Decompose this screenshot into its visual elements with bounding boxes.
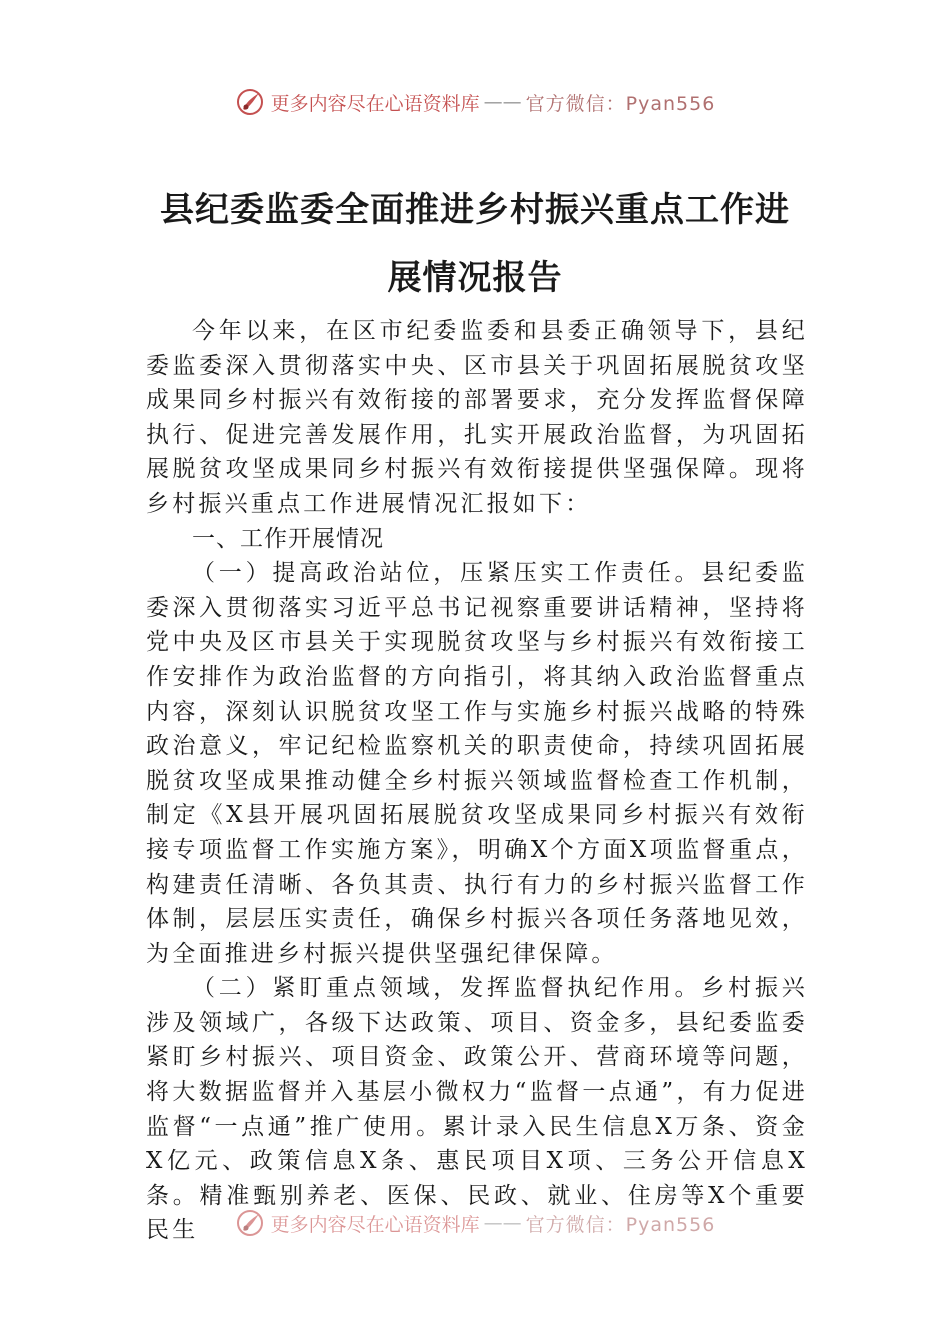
intro-paragraph: 今年以来，在区市纪委监委和县委正确领导下，县纪委监委深入贯彻落实中央、区市县关于巩固拓展脱贫攻坚成果同乡村振兴有效衔接的部署要求，充分发挥监督保障执行、促进完善发展作用，扎实开展政治监督，为巩固拓展脱贫攻坚成果同乡村振兴有效衔接提供坚强保障。现将乡村振兴重点工作进展情况汇报如下：: [146, 318, 808, 517]
watermark-header: [0, 82, 950, 122]
paragraph-1: （一）提高政治站位，压紧压实工作责任。县纪委监委深入贯彻落实习近平总书记视察重要讲话精神，坚持将党中央及区市县关于实现脱贫攻坚与乡村振兴有效衔接工作安排作为政治监督的方向指引，将其纳入政治监督重点内容，深刻认识脱贫攻坚工作与实施乡村振兴战略的特殊政治意义，牢记纪检监察机关的职责使命，持续巩固拓展脱贫攻坚成果推动健全乡村振兴领域监督检查工作机制，制定《X县开展巩固拓展脱贫攻坚成果同乡村振兴有效衔接专项监督工作实施方案》，明确X个方面X项监督重点，构建责任清晰、各负其责、执行有力的乡村振兴监督工作体制，层层压实责任，确保乡村振兴各项任务落地见效，为全面推进乡村振兴提供坚强纪律保障。: [146, 560, 808, 967]
watermark-sep: ——: [483, 1212, 522, 1234]
section-heading-1: 一、工作开展情况: [192, 525, 384, 552]
watermark-footer: [0, 1206, 950, 1240]
watermark-sep: ——: [483, 91, 522, 113]
brush-logo-icon: [235, 1208, 265, 1238]
doc-title-line2: 展情况报告: [387, 258, 563, 298]
doc-body: [146, 314, 808, 1248]
watermark-tail: 官方微信：Pyan556: [525, 1213, 716, 1236]
doc-title-line1: 县纪委监委全面推进乡村振兴重点工作进: [160, 190, 790, 230]
watermark-tail: 官方微信：Pyan556: [525, 92, 716, 115]
watermark-main: 更多内容尽在心语资料库: [270, 1213, 480, 1236]
watermark-main: 更多内容尽在心语资料库: [270, 92, 480, 115]
paragraph-2: （二）紧盯重点领域，发挥监督执纪作用。乡村振兴涉及领域广，各级下达政策、项目、资金多，县纪委监委紧盯乡村振兴、项目资金、政策公开、营商环境等问题，将大数据监督并入基层小微权力“监督一点通”，有力促进监督“一点通”推广使用。累计录入民生信息X万条、资金X亿元、政策信息X条、惠民项目X项、三务公开信息X条。精准甄别养老、医保、民政、就业、住房等X个重要民生: [146, 975, 808, 1244]
brush-logo-icon: [235, 87, 265, 117]
